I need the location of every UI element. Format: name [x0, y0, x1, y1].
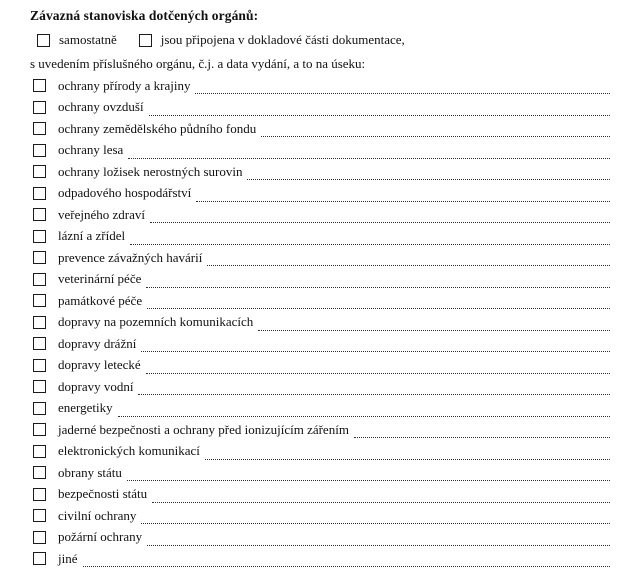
section-row	[33, 505, 612, 527]
section-row	[33, 97, 612, 119]
checkbox-samostatne[interactable]	[37, 34, 50, 47]
option-samostatne-label: samostatně	[59, 32, 117, 47]
section-row	[33, 118, 612, 140]
section-checkbox[interactable]	[33, 230, 46, 243]
section-checkbox[interactable]	[33, 101, 46, 114]
attachment-options	[37, 30, 612, 50]
section-title: Závazná stanoviska dotčených orgánů:	[30, 8, 259, 23]
section-label: ochrany ovzduší	[58, 99, 144, 115]
section-label: jiné	[58, 550, 78, 566]
section-label: lázní a zřídel	[58, 228, 126, 244]
section-checkbox[interactable]	[33, 165, 46, 178]
section-row	[33, 398, 612, 420]
fill-in-line[interactable]	[150, 208, 610, 223]
fill-in-line[interactable]	[138, 380, 610, 395]
section-label: jaderné bezpečnosti a ochrany před ionizujícím zářením	[58, 421, 349, 437]
section-row	[33, 312, 612, 334]
section-row	[33, 204, 612, 226]
section-checkbox[interactable]	[33, 552, 46, 565]
section-label: dopravy letecké	[58, 357, 141, 373]
section-label: veřejného zdraví	[58, 206, 145, 222]
section-label: elektronických komunikací	[58, 443, 200, 459]
section-row	[33, 419, 612, 441]
section-row	[33, 333, 612, 355]
section-label: ochrany přírody a krajiny	[58, 77, 191, 93]
section-checkbox[interactable]	[33, 488, 46, 501]
section-row	[33, 548, 612, 570]
section-row	[33, 376, 612, 398]
sections-list	[30, 75, 612, 570]
fill-in-line[interactable]	[152, 488, 610, 503]
section-label: požární ochrany	[58, 529, 143, 545]
fill-in-line[interactable]	[261, 122, 610, 137]
section-row	[33, 462, 612, 484]
fill-in-line[interactable]	[130, 230, 610, 245]
section-checkbox[interactable]	[33, 423, 46, 436]
fill-in-line[interactable]	[207, 251, 610, 266]
section-label: dopravy vodní	[58, 378, 134, 394]
section-checkbox[interactable]	[33, 531, 46, 544]
fill-in-line[interactable]	[147, 531, 610, 546]
section-label: bezpečnosti státu	[58, 486, 148, 502]
section-label: prevence závažných havárií	[58, 249, 203, 265]
section-row	[33, 226, 612, 248]
section-label: civilní ochrany	[58, 507, 137, 523]
section-label: ochrany zemědělského půdního fondu	[58, 120, 257, 136]
fill-in-line[interactable]	[127, 466, 610, 481]
section-row	[33, 183, 612, 205]
option-dokladova-cast-label: jsou připojena v dokladové části dokumentace,	[160, 32, 405, 47]
section-label: veterinární péče	[58, 271, 142, 287]
section-checkbox[interactable]	[33, 251, 46, 264]
section-checkbox[interactable]	[33, 402, 46, 415]
fill-in-line[interactable]	[118, 402, 610, 417]
section-row	[33, 247, 612, 269]
section-checkbox[interactable]	[33, 144, 46, 157]
section-row	[33, 140, 612, 162]
section-checkbox[interactable]	[33, 294, 46, 307]
section-checkbox[interactable]	[33, 509, 46, 522]
section-label: obrany státu	[58, 464, 122, 480]
instruction-text: s uvedením příslušného orgánu, č.j. a data vydání, a to na úseku:	[30, 56, 366, 71]
section-row	[33, 290, 612, 312]
section-checkbox[interactable]	[33, 79, 46, 92]
section-label: dopravy drážní	[58, 335, 137, 351]
section-checkbox[interactable]	[33, 359, 46, 372]
section-row	[33, 484, 612, 506]
section-checkbox[interactable]	[33, 380, 46, 393]
section-checkbox[interactable]	[33, 337, 46, 350]
section-checkbox[interactable]	[33, 208, 46, 221]
section-label: ochrany lesa	[58, 142, 124, 158]
fill-in-line[interactable]	[354, 423, 610, 438]
fill-in-line[interactable]	[196, 187, 610, 202]
section-row	[33, 269, 612, 291]
fill-in-line[interactable]	[247, 165, 610, 180]
fill-in-line[interactable]	[128, 144, 610, 159]
fill-in-line[interactable]	[146, 273, 610, 288]
fill-in-line[interactable]	[205, 445, 610, 460]
fill-in-line[interactable]	[141, 337, 610, 352]
section-label: ochrany ložisek nerostných surovin	[58, 163, 243, 179]
section-checkbox[interactable]	[33, 122, 46, 135]
section-checkbox[interactable]	[33, 273, 46, 286]
section-checkbox[interactable]	[33, 187, 46, 200]
section-label: odpadového hospodářství	[58, 185, 192, 201]
section-label: památkové péče	[58, 292, 143, 308]
option-samostatne[interactable]	[37, 32, 117, 48]
section-checkbox[interactable]	[33, 466, 46, 479]
checkbox-dokladova-cast[interactable]	[139, 34, 152, 47]
section-checkbox[interactable]	[33, 445, 46, 458]
section-label: dopravy na pozemních komunikacích	[58, 314, 254, 330]
section-row	[33, 75, 612, 97]
fill-in-line[interactable]	[149, 101, 610, 116]
section-label: energetiky	[58, 400, 113, 416]
fill-in-line[interactable]	[83, 552, 611, 567]
fill-in-line[interactable]	[147, 294, 610, 309]
section-row	[33, 527, 612, 549]
section-row	[33, 355, 612, 377]
option-dokladova-cast[interactable]	[139, 32, 405, 48]
fill-in-line[interactable]	[195, 79, 610, 94]
section-row	[33, 161, 612, 183]
fill-in-line[interactable]	[146, 359, 610, 374]
fill-in-line[interactable]	[141, 509, 610, 524]
section-row	[33, 441, 612, 463]
section-checkbox[interactable]	[33, 316, 46, 329]
fill-in-line[interactable]	[258, 316, 610, 331]
